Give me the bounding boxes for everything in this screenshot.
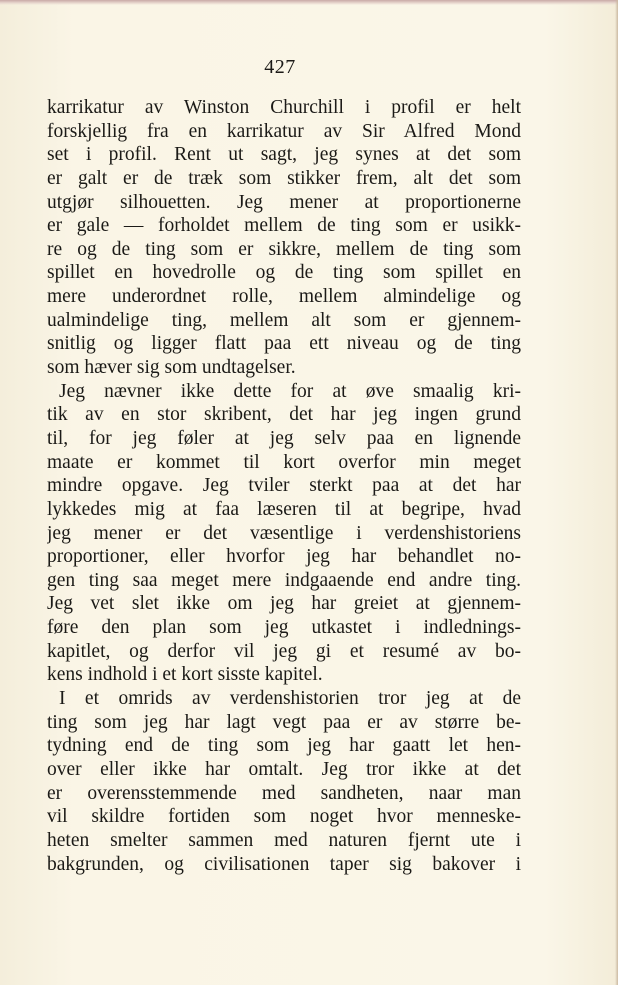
text-line: utgjør silhouetten. Jeg mener at proportionerne — [47, 191, 521, 213]
text-line: vil skildre fortiden som noget hvor menneske- — [47, 806, 521, 828]
text-line: spillet en hovedrolle og de ting som spillet en — [47, 262, 521, 284]
text-line: proportioner, eller hvorfor jeg har behandlet no- — [47, 546, 521, 568]
text-line: maate er kommet til kort overfor min meget — [47, 451, 521, 473]
text-line: ting som jeg har lagt vegt paa er av større be- — [47, 711, 521, 733]
text-line: er overensstemmende med sandheten, naar man — [47, 782, 521, 804]
text-line: re og de ting som er sikkre, mellem de ting som — [47, 238, 521, 260]
text-line: heten smelter sammen med naturen fjernt ute i — [47, 829, 521, 851]
page-number: 427 — [264, 56, 296, 78]
text-line: snitlig og ligger flatt paa ett niveau og de ting — [47, 333, 521, 355]
body-text — [47, 96, 521, 876]
text-line: forskjellig fra en karrikatur av Sir Alfred Mond — [47, 120, 521, 142]
text-line: til, for jeg føler at jeg selv paa en lignende — [47, 427, 521, 449]
text-line: over eller ikke har omtalt. Jeg tror ikke at det — [47, 758, 521, 780]
text-line: jeg mener er det væsentlige i verdenshistoriens — [47, 522, 521, 544]
text-line: ualmindelige ting, mellem alt som er gjennem- — [47, 309, 521, 331]
page-top-edge — [0, 0, 618, 5]
text-line: mindre opgave. Jeg tviler sterkt paa at det har — [47, 475, 521, 497]
text-line: lykkedes mig at faa læseren til at begripe, hvad — [47, 498, 521, 520]
text-line: tydning end de ting som jeg har gaatt let hen- — [47, 735, 521, 757]
text-line: kapitlet, og derfor vil jeg gi et resumé av bo- — [47, 640, 521, 662]
text-line: kens indhold i et kort sisste kapitel. — [47, 664, 323, 686]
text-line: gen ting saa meget mere indgaaende end andre ting. — [47, 569, 521, 591]
text-line: bakgrunden, og civilisationen taper sig bakover i — [47, 853, 521, 875]
text-line: er gale — forholdet mellem de ting som er usikk- — [47, 215, 521, 237]
paragraph-start-line: I et omrids av verdenshistorien tror jeg at de — [59, 688, 521, 710]
text-line: set i profil. Rent ut sagt, jeg synes at det som — [47, 144, 521, 166]
text-line: Jeg vet slet ikke om jeg har greiet at gjennem- — [47, 593, 521, 615]
text-line: er galt er de træk som stikker frem, alt det som — [47, 167, 521, 189]
text-line: som hæver sig som undtagelser. — [47, 357, 296, 379]
text-line: mere underordnet rolle, mellem almindelige og — [47, 286, 521, 308]
text-line: karrikatur av Winston Churchill i profil er helt — [47, 97, 521, 118]
paragraph-start-line: Jeg nævner ikke dette for at øve smaalig kri- — [59, 380, 521, 402]
text-line: føre den plan som jeg utkastet i indlednings- — [47, 617, 521, 639]
text-line: tik av en stor skribent, det har jeg ingen grund — [47, 404, 521, 426]
